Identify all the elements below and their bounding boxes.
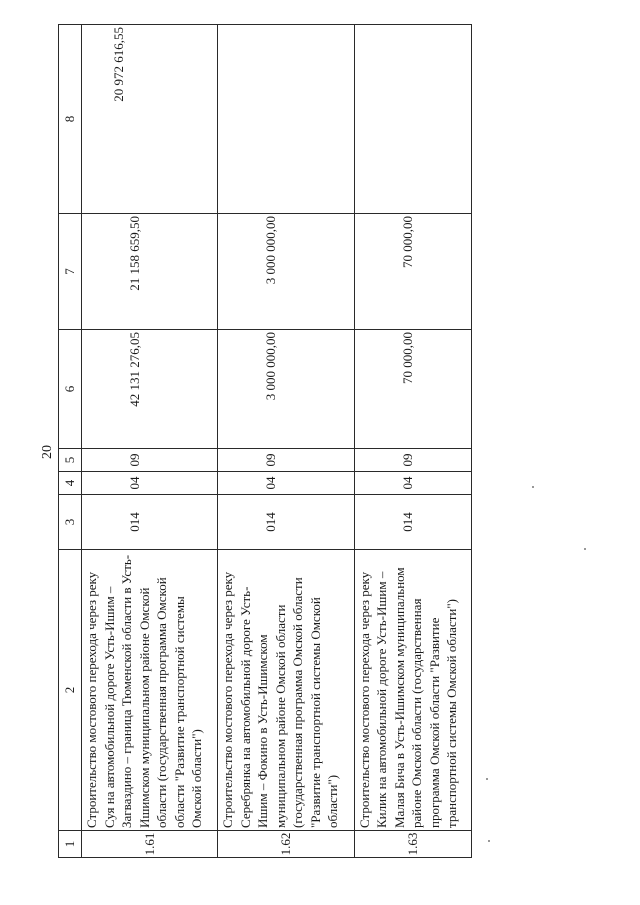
row-number: 1.63	[354, 831, 471, 858]
row-amount-6: 42 131 276,05	[82, 330, 218, 449]
row-subsection: 09	[354, 449, 471, 472]
scan-speck	[532, 486, 534, 488]
row-number: 1.62	[218, 831, 354, 858]
row-amount-7: 70 000,00	[354, 214, 471, 330]
scan-speck	[584, 548, 586, 550]
row-amount-8: 20 972 616,55	[82, 25, 218, 214]
header-col-1: 1	[59, 831, 82, 858]
row-amount-8	[218, 25, 354, 214]
header-col-8: 8	[59, 25, 82, 214]
row-amount-6: 70 000,00	[354, 330, 471, 449]
scan-speck	[488, 840, 490, 842]
header-col-2: 2	[59, 550, 82, 831]
header-col-7: 7	[59, 214, 82, 330]
table-row	[354, 25, 471, 858]
page-number: 20	[40, 445, 55, 459]
row-code: 014	[218, 495, 354, 550]
scan-speck	[486, 778, 488, 780]
row-section: 04	[82, 472, 218, 495]
row-description: Строительство мостового перехода через реку Килик на автомобильной дороге Усть-Ишим – Малая Бича в Усть-Ишимском муниципальном районе Омской области (государственная программа Омской области "Развитие транспортной системы Омской области")	[354, 550, 471, 831]
row-number: 1.61	[82, 831, 218, 858]
row-subsection: 09	[218, 449, 354, 472]
header-col-4: 4	[59, 472, 82, 495]
table-row	[218, 25, 354, 858]
table-row	[82, 25, 218, 858]
row-section: 04	[354, 472, 471, 495]
row-section: 04	[218, 472, 354, 495]
rotated-table-container	[58, 27, 472, 858]
row-amount-7: 3 000 000,00	[218, 214, 354, 330]
row-description: Строительство мостового перехода через реку Серебрянка на автомобильной дороге Усть-Ишим – Фокино в Усть-Ишимском муниципальном районе Омской области (государственная программа Омской области "Развитие транспортной системы Омской области")	[218, 550, 354, 831]
header-col-6: 6	[59, 330, 82, 449]
row-subsection: 09	[82, 449, 218, 472]
header-col-3: 3	[59, 495, 82, 550]
header-col-5: 5	[59, 449, 82, 472]
row-description: Строительство мостового перехода через реку Суя на автомобильной дороге Усть-Ишим – Загваздино – граница Тюменской области в Усть-Ишимском муниципальном районе Омской области (государственная программа Омской области "Развитие транспортной системы Омской области")	[82, 550, 218, 831]
budget-table	[58, 24, 472, 858]
row-code: 014	[82, 495, 218, 550]
row-code: 014	[354, 495, 471, 550]
row-amount-6: 3 000 000,00	[218, 330, 354, 449]
table-header-row	[59, 25, 82, 858]
row-amount-8	[354, 25, 471, 214]
row-amount-7: 21 158 659,50	[82, 214, 218, 330]
